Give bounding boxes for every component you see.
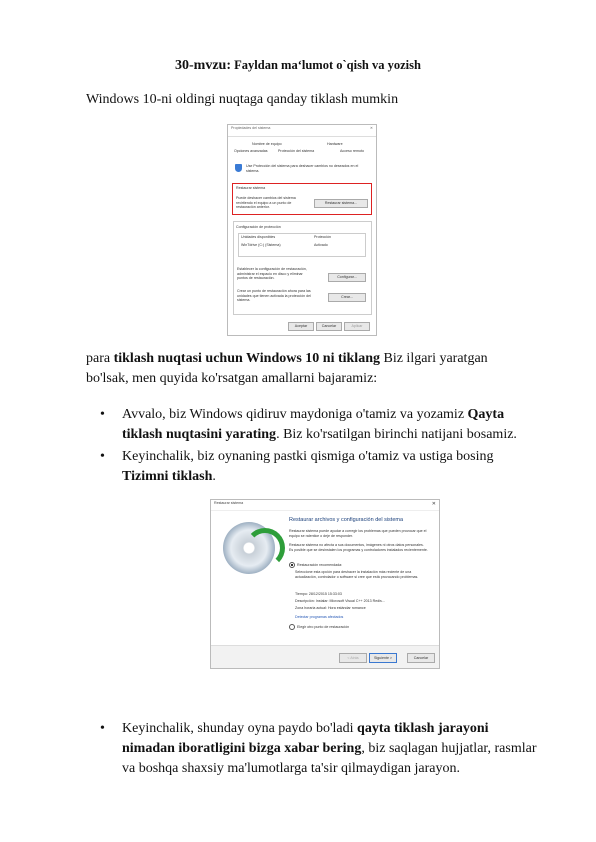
bullet-text-bold: qayta tiklash jarayoni nimadan iboratligini bizga xabar bering [122, 721, 489, 756]
next-button: Siguiente > [369, 653, 397, 663]
page-title [0, 58, 596, 74]
back-button: < Atrás [339, 653, 367, 663]
paragraph-restore [86, 349, 526, 389]
topic-title: Fayldan ma‘lumot o`qish va yozish [234, 58, 421, 72]
create-text: Crear un punto de restauración ahora para las unidades que tienen activada la protección del sistema. [237, 289, 311, 302]
bullet-text-pre: Keyinchalik, biz oynaning pastki qismiga o'tamiz va ustiga bosing [122, 449, 494, 464]
tab-computer-name: Nombre de equipo [252, 142, 282, 146]
bullet-text-bold: Qayta tiklash nuqtasini yarating [122, 407, 505, 442]
restore-graphic [217, 518, 281, 582]
para-text-post: Biz ilgari yaratgan bo'lsak, men quyida ko'rsatgan amallarni bajaramiz: [86, 351, 488, 386]
cancel-button: Cancelar [316, 322, 342, 331]
configure-text: Establecer la configuración de restauración, administrar el espacio en disco y eliminar puntos de restauración. [237, 267, 307, 280]
window-title: Propiedades del sistema [231, 126, 271, 130]
para-text-bold: tiklash nuqtasi uchun Windows 10 ni tiklang [113, 351, 380, 366]
restore-arrow-icon [245, 528, 285, 568]
tab-strip [232, 140, 372, 154]
list-item [100, 447, 540, 487]
tab-remote: Acceso remoto [340, 149, 364, 153]
cancel-button: Cancelar [407, 653, 435, 663]
close-icon: ✕ [431, 501, 436, 507]
apply-button: Aplicar [344, 322, 370, 331]
bullet-text-post: . Biz ko'rsatilgan birinchi natijani bosamiz. [276, 427, 517, 442]
restore-group-label: Restaurar sistema [236, 186, 266, 190]
other-point-option [289, 624, 429, 630]
close-icon: ✕ [369, 126, 373, 130]
window-titlebar [228, 125, 376, 137]
restore-description: Descripción: Instalar: Microsoft Visual C++ 2013 Redis... [295, 599, 385, 603]
recommended-label: Restauración recomendada: [297, 562, 343, 567]
tab-advanced: Opciones avanzadas [234, 149, 268, 153]
topic-number: 30-mvzu: [175, 58, 232, 73]
bullet-marker: • [100, 721, 105, 736]
tab-system-protection: Protección del sistema [278, 149, 315, 153]
ok-button: Aceptar [288, 322, 314, 331]
create-button: Crear... [328, 293, 366, 302]
config-group-label: Configuración de protección [236, 225, 281, 229]
drive-status: Activado [314, 243, 328, 247]
affected-programs-link: Detectar programas afectados [295, 615, 344, 619]
restore-system-button: Restaurar sistema... [314, 199, 368, 208]
info-text: Use Protección del sistema para deshacer cambios no deseados en el sistema. [246, 164, 359, 173]
window-title: Restaurar sistema [214, 501, 244, 505]
other-point-label: Elegir otro punto de restauración [297, 624, 350, 629]
tab-hardware: Hardware [327, 142, 343, 146]
restore-time: Tiempo: 28/12/2015 15:33:03 [295, 592, 342, 596]
bullet-text-pre: Keyinchalik, shunday oyna paydo bo'ladi [122, 721, 358, 736]
radio-unselected [289, 624, 295, 630]
radio-selected [289, 562, 295, 568]
bullet-text-post: , biz saqlagan hujjatlar, rasmlar va boshqa shaxsiy ma'lumotlarga ta'sir qilmaydigan jarayon. [122, 741, 537, 776]
wizard-heading: Restaurar archivos y configuración del sistema [289, 517, 404, 523]
restore-text: Puede deshacer cambios del sistema revirtiendo el equipo a un punto de restauración anterior. [236, 196, 296, 209]
drive-name: WinTdrive (C:) (Sistema) [241, 243, 281, 247]
list-item [100, 405, 540, 445]
bullet-text-pre: Avvalo, biz Windows qidiruv maydoniga o'tamiz va yozamiz [122, 407, 468, 422]
window-titlebar [211, 500, 439, 511]
list-item [100, 719, 540, 779]
bullet-text-post: . [212, 469, 216, 484]
para-text-pre: para [86, 351, 114, 366]
col-protection: Protección [314, 235, 331, 239]
intro-paragraph: Windows 10-ni oldingi nuqtaga qanday tiklash mumkin [86, 92, 399, 107]
recommended-desc: Seleccione esta opción para deshacer la instalación más reciente de una actualización, controlador o software si cree que está provocando problemas. [295, 570, 419, 579]
wizard-footer [211, 645, 439, 668]
bullet-text-bold: Tizimni tiklash [122, 469, 213, 484]
shield-icon [235, 164, 242, 172]
bullet-list-2 [100, 719, 540, 781]
bullet-marker: • [100, 407, 105, 422]
bullet-marker: • [100, 449, 105, 464]
bullet-list-1 [100, 405, 540, 489]
wizard-p1: Restaurar sistema puede ayudar a corregir los problemas que pueden provocar que el equipo se ralentice o deje de responder. [289, 529, 427, 538]
system-properties-screenshot [227, 124, 377, 336]
wizard-p2: Restaurar sistema no afecta a sus documentos, imágenes ni otros datos personales. Es posible que se desinstalen los programas y controladores instalados recientemente. [289, 543, 428, 552]
recommended-option [289, 562, 429, 568]
system-restore-screenshot [210, 499, 440, 669]
col-drives: Unidades disponibles [241, 235, 276, 239]
restore-timezone: Zona horaria actual: Hora estándar romance [295, 606, 366, 610]
configure-button: Configurar... [328, 273, 366, 282]
